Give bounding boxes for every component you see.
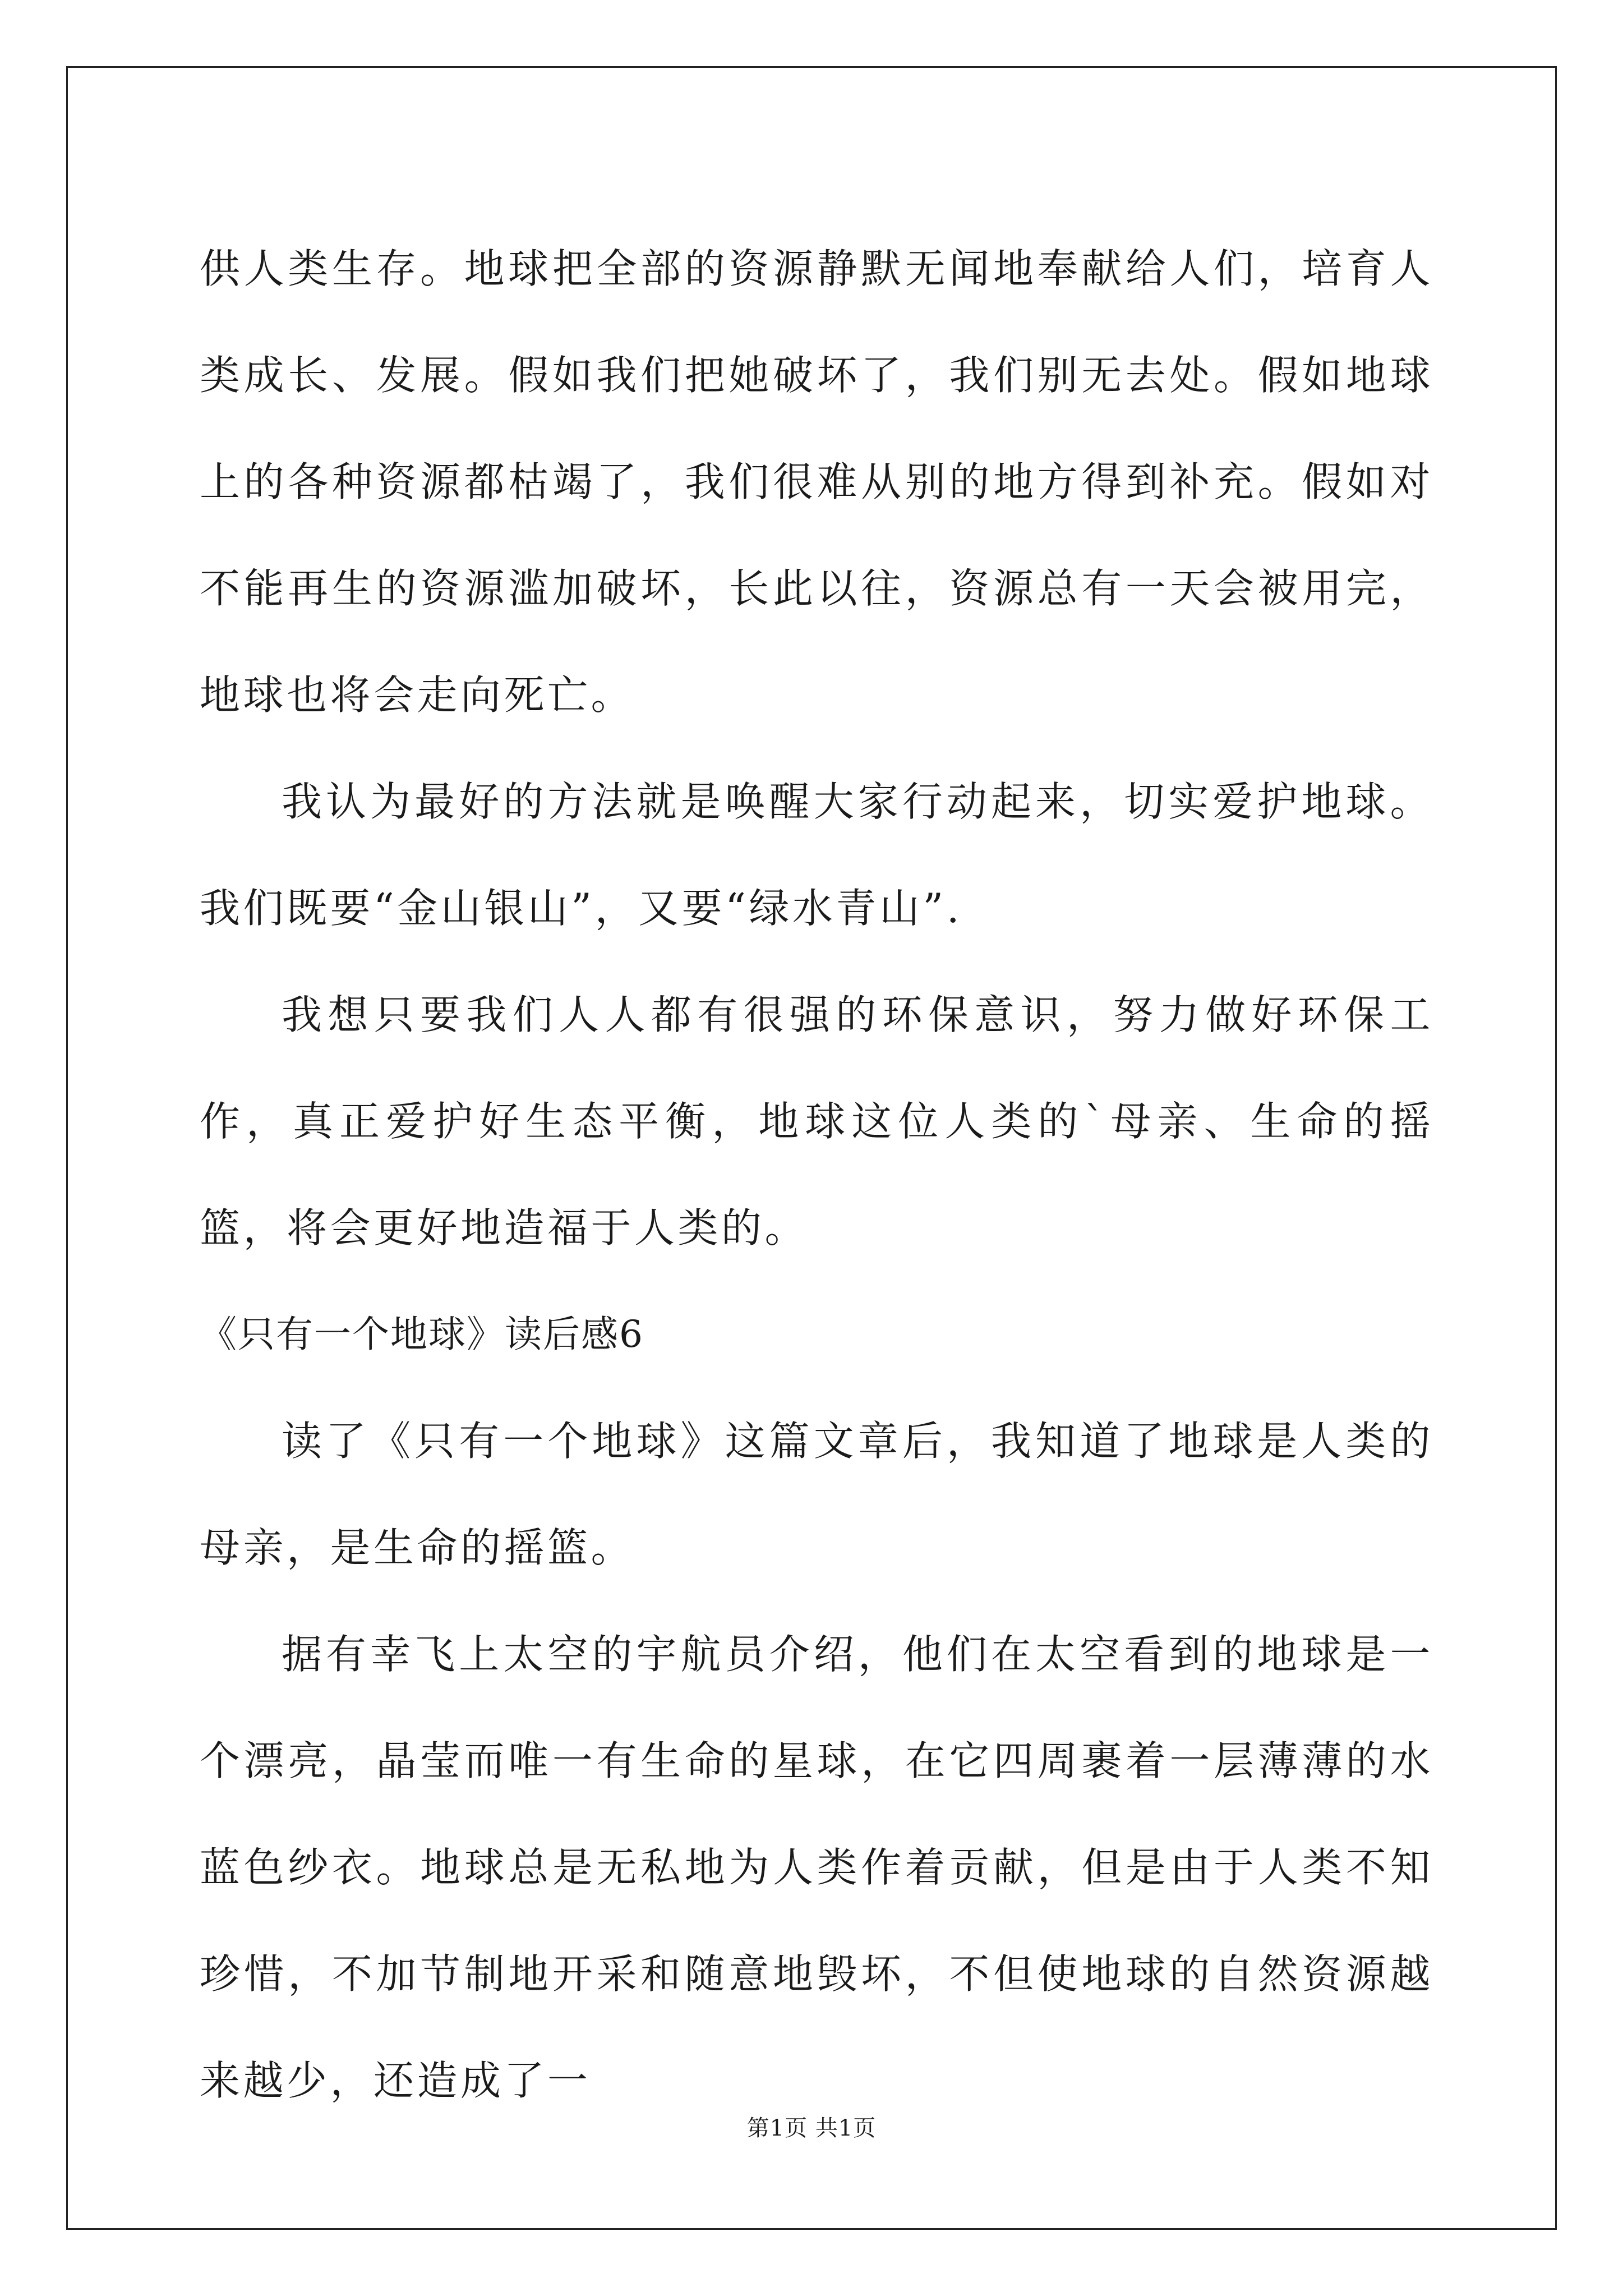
paragraph-5: 据有幸飞上太空的宇航员介绍，他们在太空看到的地球是一个漂亮，晶莹而唯一有生命的星球，在它四周裹着一层薄薄的水蓝色纱衣。地球总是无私地为人类作着贡献，但是由于人类不知珍惜，不加节制地开采和随意地毁坏，不但使地球的自然资源越来越少，还造成了一 bbox=[200, 1631, 1433, 2104]
paragraph-4: 读了《只有一个地球》这篇文章后，我知道了地球是人类的母亲，是生命的摇篮。 bbox=[200, 1418, 1433, 1571]
paragraph-3: 我想只要我们人人都有很强的环保意识，努力做好环保工作，真正爱护好生态平衡，地球这位人类的`母亲、生命的摇篮，将会更好地造福于人类的。 bbox=[200, 991, 1433, 1251]
paragraph-2: 我认为最好的方法就是唤醒大家行动起来，切实爱护地球。我们既要“金山银山”，又要“绿水青山”. bbox=[200, 778, 1433, 932]
section-heading: 《只有一个地球》读后感6 bbox=[200, 1313, 644, 1356]
page-number-footer: 第1页 共1页 bbox=[746, 2115, 877, 2141]
paragraph-1: 供人类生存。地球把全部的资源静默无闻地奉献给人们，培育人类成长、发展。假如我们把她破坏了，我们别无去处。假如地球上的各种资源都枯竭了，我们很难从别的地方得到补充。假如对不能再生的资源滥加破坏，长此以往，资源总有一天会被用完，地球也将会走向死亡。 bbox=[200, 245, 1433, 719]
document-body bbox=[200, 215, 1433, 2134]
